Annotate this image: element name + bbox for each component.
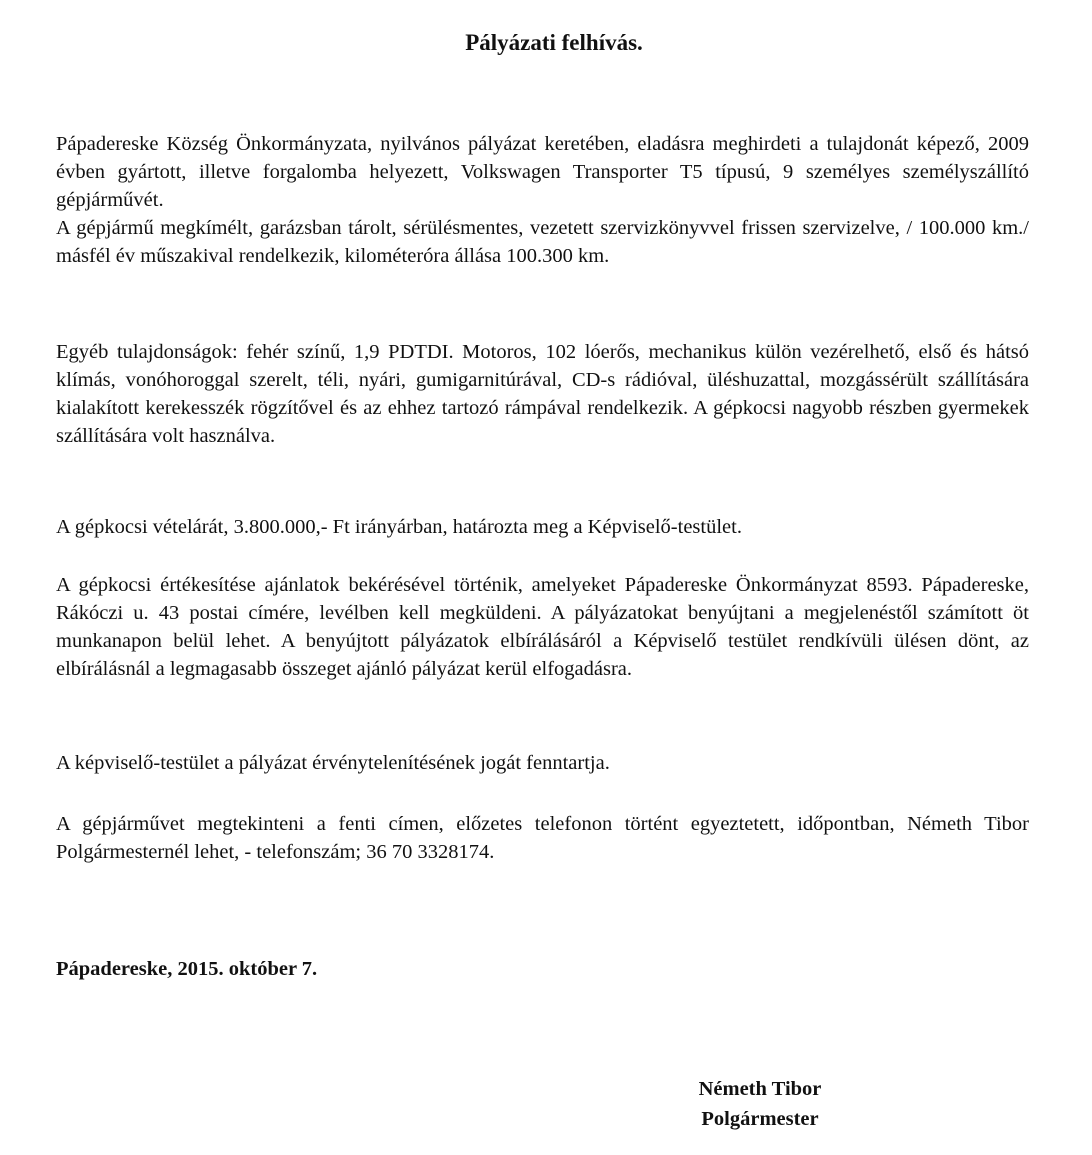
paragraph-rights: A képviselő-testület a pályázat érvénytelenítésének jogát fenntartja.: [56, 752, 610, 774]
paragraph-submission: A gépkocsi értékesítése ajánlatok bekérésével történik, amelyeket Pápadereske Önkormányzat 8593. Pápadereske, Rákóczi u. 43 postai címére, levélben kell megküldeni. A pályázatokat benyújtani a megjelenéstől számított öt munkanapon belül lehet. A benyújtott pályázatok elbírálásáról a Képviselő testület rendkívüli ülésen dönt, az elbírálásnál a legmagasabb összeget ajánló pályázat kerül elfogadásra.: [56, 574, 1029, 680]
paragraph-price: A gépkocsi vételárát, 3.800.000,- Ft irányárban, határozta meg a Képviselő-testület.: [56, 516, 742, 538]
paragraph-intro: [56, 130, 1029, 270]
paragraph-properties: Egyéb tulajdonságok: fehér színű, 1,9 PDTDI. Motoros, 102 lóerős, mechanikus külön vezérelhető, első és hátsó klímás, vonóhoroggal szerelt, téli, nyári, gumigarnitúrával, CD-s rádióval, üléshuzattal, mozgássérült szállítására kialakított kerekesszék rögzítővel és az ehhez tartozó rámpával rendelkezik. A gépkocsi nagyobb részben gyermekek szállítására volt használva.: [56, 341, 1029, 447]
signature-role: Polgármester: [701, 1108, 819, 1130]
signature-name: Németh Tibor: [698, 1078, 822, 1100]
paragraph-viewing: A gépjárművet megtekinteni a fenti címen, előzetes telefonon történt egyeztetett, időpontban, Németh Tibor Polgármesternél lehet, - telefonszám; 36 70 3328174.: [56, 813, 1029, 863]
signature-block: [660, 1074, 860, 1134]
date-line: Pápadereske, 2015. október 7.: [56, 958, 318, 980]
paragraph-condition-text: A gépjármű megkímélt, garázsban tárolt, sérülésmentes, vezetett szervizkönyvvel frissen szervizelve, / 100.000 km./ másfél év műszakival rendelkezik, kilométeróra állása 100.300 km.: [56, 217, 1029, 267]
paragraph-intro-text: Pápadereske Község Önkormányzata, nyilvános pályázat keretében, eladásra meghirdeti a tulajdonát képező, 2009 évben gyártott, illetve forgalomba helyezett, Volkswagen Transporter T5 típusú, 9 személyes személyszállító gépjárművét.: [56, 133, 1029, 211]
document-title: Pályázati felhívás.: [465, 30, 643, 55]
